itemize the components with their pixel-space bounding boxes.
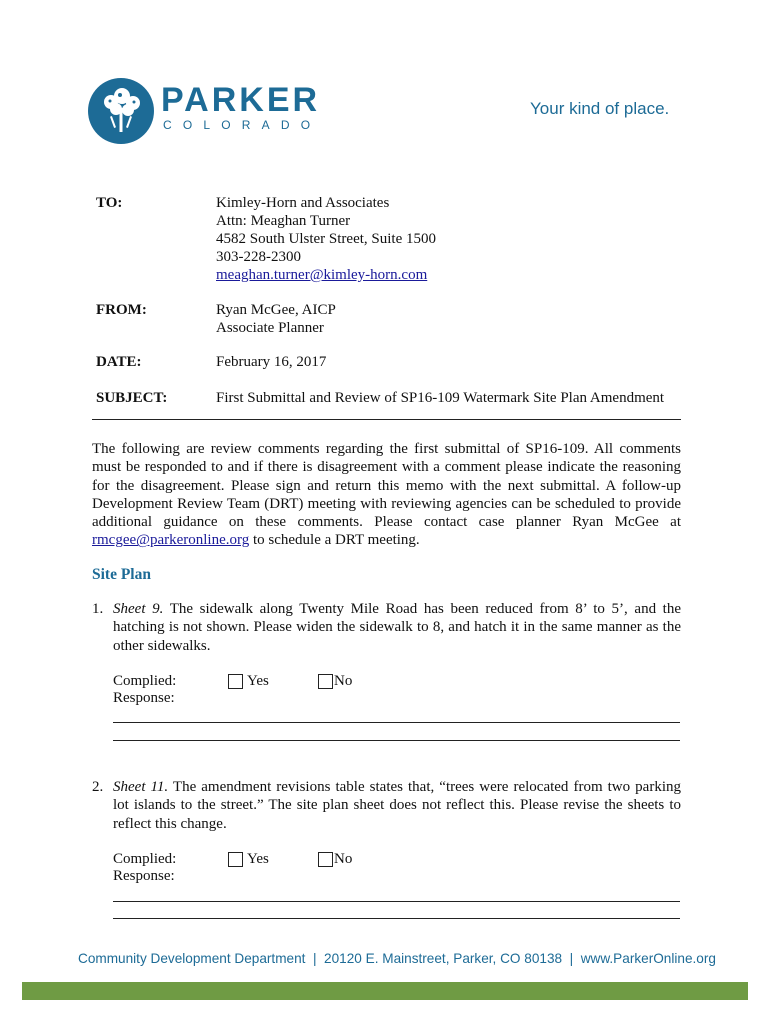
yes-checkbox[interactable]	[228, 674, 243, 689]
to-line: 4582 South Ulster Street, Suite 1500	[216, 231, 436, 247]
item-number: 2.	[92, 779, 104, 795]
no-checkbox[interactable]	[318, 852, 333, 867]
item-comment: The amendment revisions table states that, “trees were relocated from two parking lot islands to the street.” The site plan sheet does not reflect this. Please revise the sheets to reflect this change.	[113, 779, 681, 832]
to-label: TO:	[96, 195, 123, 211]
intro-paragraph	[92, 440, 681, 550]
to-line: Kimley-Horn and Associates	[216, 195, 390, 211]
response-label: Response:	[113, 868, 175, 884]
tagline: Your kind of place.	[530, 99, 670, 118]
complied-label: Complied:	[113, 851, 177, 867]
item-number: 1.	[92, 601, 104, 617]
footer-text: Community Development Department | 20120 E. Mainstreet, Parker, CO 80138 | www.ParkerOnline.org	[78, 951, 716, 966]
item-sheet: Sheet 9.	[113, 601, 164, 617]
response-line[interactable]	[113, 918, 680, 919]
intro-text: The following are review comments regarding the first submittal of SP16-109. All comments must be responded to and if there is disagreement with a comment please indicate the reasoning for the disagreement. Please sign and return this memo with the next submittal. A follow-up Development Review Team (DRT) meeting with reviewing agencies can be scheduled to provide additional guidance on these comments. Please contact case planner Ryan McGee at	[92, 441, 681, 531]
brand-name: PARKER	[161, 81, 321, 119]
to-email-link[interactable]: meaghan.turner@kimley-horn.com	[216, 267, 428, 283]
brand-subtitle: COLORADO	[163, 118, 322, 132]
from-line: Ryan McGee, AICP	[216, 302, 336, 318]
footer-bar	[22, 982, 748, 1000]
yes-label: Yes	[247, 673, 269, 689]
complied-label: Complied:	[113, 673, 177, 689]
intro-text-end: to schedule a DRT meeting.	[249, 532, 420, 549]
section-title: Site Plan	[92, 566, 151, 583]
planner-email-link[interactable]: rmcgee@parkeronline.org	[92, 532, 250, 549]
subject-value: First Submittal and Review of SP16-109 Watermark Site Plan Amendment	[216, 390, 665, 406]
item-text	[113, 600, 681, 655]
response-line[interactable]	[113, 722, 680, 723]
from-label: FROM:	[96, 302, 147, 318]
response-line[interactable]	[113, 740, 680, 741]
item-text	[113, 778, 681, 833]
parker-logo-tree-icon	[88, 78, 154, 144]
yes-checkbox[interactable]	[228, 852, 243, 867]
date-label: DATE:	[96, 354, 142, 370]
to-line: 303-228-2300	[216, 249, 301, 265]
from-line: Associate Planner	[216, 320, 324, 336]
header-divider	[92, 419, 681, 420]
no-label: No	[334, 673, 353, 689]
response-line[interactable]	[113, 901, 680, 902]
item-comment: The sidewalk along Twenty Mile Road has been reduced from 8’ to 5’, and the hatching is not shown. Please widen the sidewalk to 8, and hatch it in the same manner as the other sidewalks.	[113, 601, 682, 654]
no-label: No	[334, 851, 353, 867]
date-value: February 16, 2017	[216, 354, 327, 370]
to-line: Attn: Meaghan Turner	[216, 213, 351, 229]
response-label: Response:	[113, 690, 175, 706]
no-checkbox[interactable]	[318, 674, 333, 689]
from-block	[216, 301, 336, 337]
item-sheet: Sheet 11.	[113, 779, 169, 795]
yes-label: Yes	[247, 851, 269, 867]
subject-label: SUBJECT:	[96, 390, 168, 406]
to-block	[216, 194, 436, 284]
